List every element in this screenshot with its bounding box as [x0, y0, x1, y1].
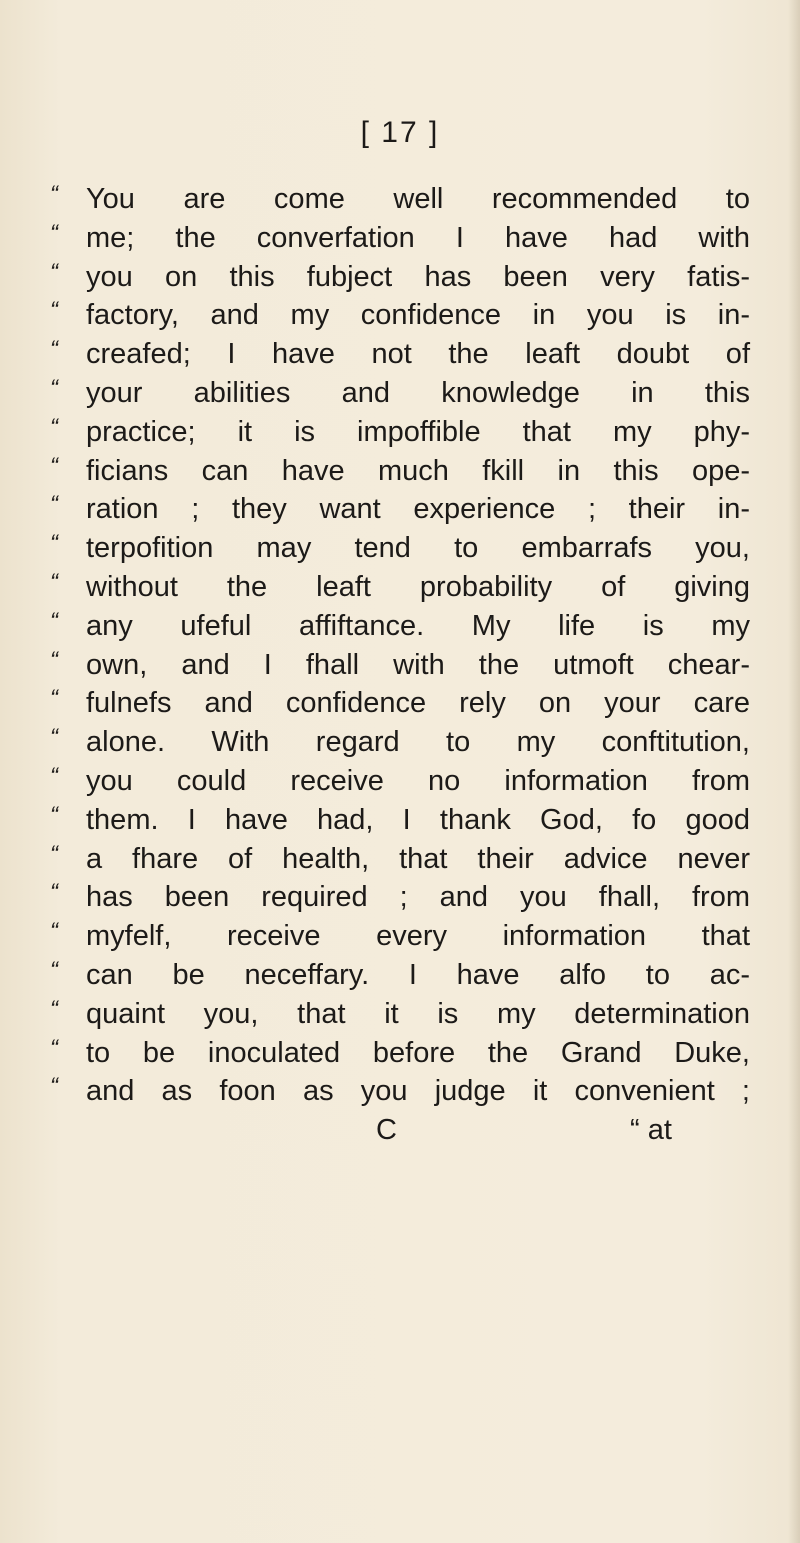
line-text: your abilities and knowledge in this	[86, 376, 750, 409]
text-line	[50, 452, 750, 491]
text-line	[50, 646, 750, 685]
quote-mark: “	[50, 258, 58, 286]
quote-mark: “	[50, 995, 58, 1023]
quote-mark: “	[50, 297, 58, 325]
quote-mark: “	[50, 413, 58, 441]
text-line	[50, 917, 750, 956]
text-line	[50, 995, 750, 1034]
quote-mark: “	[50, 685, 58, 713]
text-line	[50, 374, 750, 413]
line-text: without the leaft probability of giving	[86, 570, 750, 603]
line-text: them. I have had, I thank God, fo good	[86, 803, 750, 836]
line-text: factory, and my confidence in you is in-	[86, 299, 750, 332]
line-text: alone. With regard to my conftitution,	[86, 726, 750, 759]
signature-mark: C	[376, 1114, 397, 1147]
body-text	[50, 180, 750, 1149]
quote-mark: “	[50, 374, 58, 402]
line-text: myfelf, receive every information that	[86, 920, 750, 953]
text-line	[50, 335, 750, 374]
line-text: and as foon as you judge it convenient ;	[86, 1075, 750, 1108]
line-text: me; the converfation I have had with	[86, 221, 750, 254]
text-line	[50, 956, 750, 995]
line-text: quaint you, that it is my determination	[86, 997, 750, 1030]
quote-mark: “	[50, 801, 58, 829]
line-text: own, and I fhall with the utmoft chear-	[86, 648, 750, 681]
text-line	[50, 1034, 750, 1073]
line-text: You are come well recommended to	[86, 183, 750, 215]
text-line	[50, 490, 750, 529]
line-text: practice; it is impoffible that my phy-	[86, 415, 750, 448]
quote-mark: “	[50, 491, 58, 519]
line-text: ration ; they want experience ; their in-	[86, 493, 750, 526]
line-text: a fhare of health, that their advice never	[86, 842, 750, 875]
line-text: any ufeful affiftance. My life is my	[86, 609, 750, 642]
text-line	[50, 801, 750, 840]
page-edge-shadow	[788, 0, 800, 1543]
quote-mark: “	[50, 956, 58, 984]
text-line	[50, 878, 750, 917]
footer-line	[50, 1111, 750, 1149]
quote-mark: “	[50, 879, 58, 907]
quote-mark: “	[50, 1034, 58, 1062]
line-text: you on this fubject has been very fatis-	[86, 260, 750, 293]
page-number: [ 17 ]	[360, 116, 440, 149]
line-text: can be neceffary. I have alfo to ac-	[86, 958, 750, 991]
quote-mark: “	[50, 181, 58, 208]
text-line	[50, 529, 750, 568]
line-text: terpofition may tend to embarrafs you,	[86, 532, 750, 565]
quote-mark: “	[50, 336, 58, 364]
text-line	[50, 296, 750, 335]
quote-mark: “	[50, 724, 58, 752]
text-line	[50, 568, 750, 607]
quote-mark: “	[50, 452, 58, 480]
line-text: ficians can have much fkill in this ope-	[86, 454, 750, 487]
quote-mark: “	[50, 530, 58, 558]
quote-mark: “	[50, 219, 58, 247]
text-line	[50, 258, 750, 297]
quote-mark: “	[50, 607, 58, 635]
text-line	[50, 762, 750, 801]
quote-mark: “	[50, 1073, 58, 1101]
quote-mark: “	[50, 918, 58, 946]
text-line	[50, 840, 750, 879]
quote-mark: “	[50, 762, 58, 790]
quote-mark: “	[50, 568, 58, 596]
text-line	[50, 219, 750, 258]
line-text: creafed; I have not the leaft doubt of	[86, 338, 750, 371]
quote-mark: “	[50, 646, 58, 674]
text-line	[50, 413, 750, 452]
line-text: fulnefs and confidence rely on your care	[86, 687, 750, 720]
quote-mark: “	[50, 840, 58, 868]
text-line	[50, 1072, 750, 1111]
text-line	[50, 723, 750, 762]
catchword: “ at	[630, 1114, 672, 1147]
line-text: you could receive no information from	[86, 764, 750, 797]
text-line	[50, 180, 750, 219]
line-text: to be inoculated before the Grand Duke,	[86, 1036, 750, 1069]
line-text: has been required ; and you fhall, from	[86, 881, 750, 914]
text-line	[50, 607, 750, 646]
text-line	[50, 684, 750, 723]
